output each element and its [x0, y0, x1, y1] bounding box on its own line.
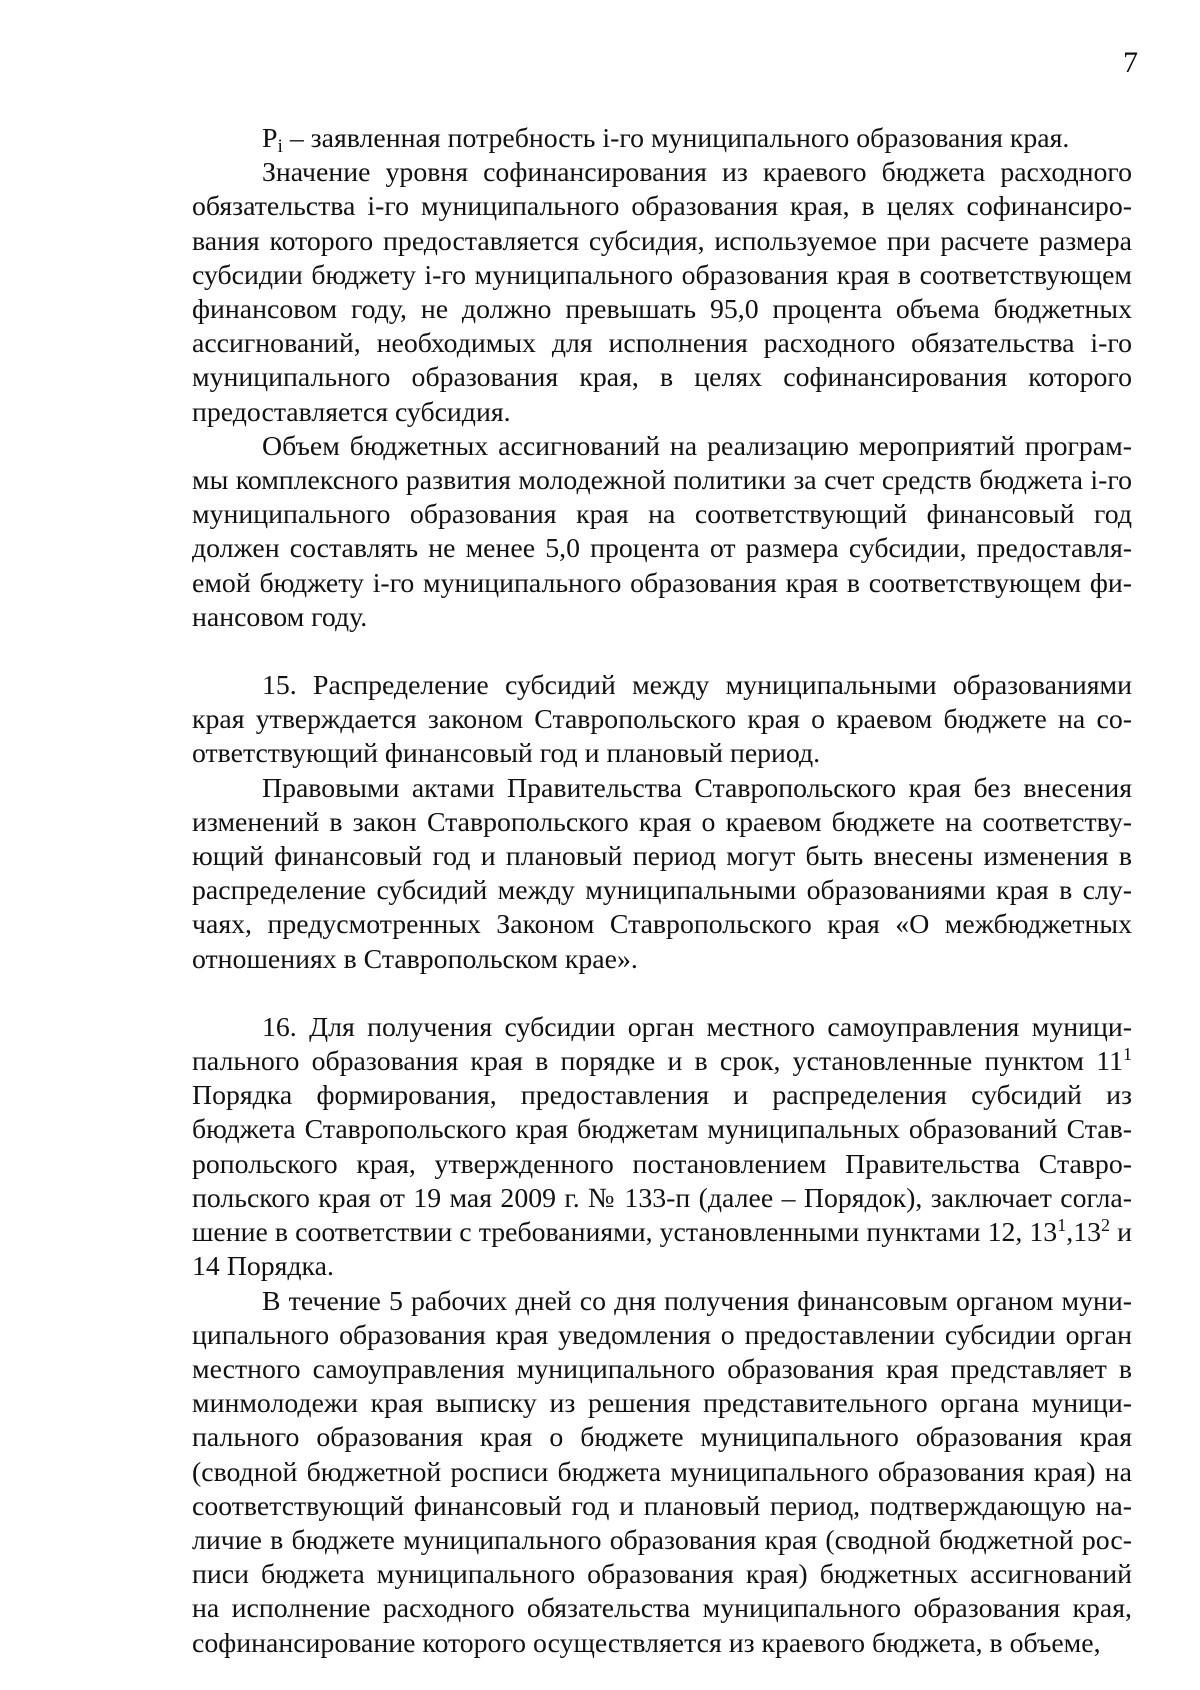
item-16-paragraph [192, 1011, 1132, 1285]
within-5-days-paragraph: В течение 5 рабочих дней со дня получения финансовым органом муниципального образования края уведомления о предоставлении субсидии орган местного самоуправления муниципального образования края представляет в минмолодежи края выписку из решения представительного органа муниципального образования края о бюджете муниципального образования края (сводной бюджетной росписи бюджета муниципального образования края) на соответствующий финансовый год и плановый период, подтверждающую наличие в бюджете муниципального образования края (сводной бюджетной росписи бюджета муниципального образования края) бюджетных ассигнований на исполнение расходного обязательства муниципального образования края, софинансирование которого осуществляется из краевого бюджета, в объеме, [192, 1285, 1132, 1659]
item-16-text-part-4: и 14 Порядка. [192, 1217, 1132, 1283]
legal-acts-paragraph: Правовыми актами Правительства Ставропольского края без внесения изменений в закон Ставропольского края о краевом бюджете на соответствующий финансовый год и плановый период могут быть внесены изменения в распределение субсидий между муниципальными образованиями края в случаях, предусмотренных Законом Ставропольского края «О межбюджетных отношениях в Ставропольском крае». [192, 772, 1132, 975]
cofinancing-level-paragraph: Значение уровня софинансирования из краевого бюджета расходного обязательства i-го муниципального образования края, в целях софинансирования которого предоставляется субсидия, используемое при расчете размера субсидии бюджету i-го муниципального образования края в соответствующем финансовом году, не должно превышать 95,0 процента объема бюджетных ассигнований, необходимых для исполнения расходного обязательства i-го муниципального образования края, в целях софинансирования которого предоставляется субсидия. [192, 157, 1132, 428]
item-16-text-part-2: Порядка формирования, предоставления и распределения субсидий из бюджета Ставропольского края бюджетам муниципальных образований Ставропольского края, утвержденного постановлением Правительства Ставропольского края от 19 мая 2009 г. № 133-п (далее – Порядок), заключает соглашение в соответствии с требованиями, установленными пунктами 12, 13 [192, 1080, 1132, 1249]
item-16-text-part-1: 16. Для получения субсидии орган местного самоуправления муниципального образования края в порядке и в срок, установленные пунктом 11 [192, 1011, 1132, 1078]
formula-definition-paragraph [192, 122, 1132, 156]
document-body [192, 122, 1132, 1661]
page-number: 7 [1123, 46, 1138, 79]
item-16-superscript-1: 1 [1122, 1044, 1132, 1065]
formula-subscript: i [277, 135, 283, 157]
budget-volume-paragraph: Объем бюджетных ассигнований на реализацию мероприятий программы комплексного развития молодежной политики за счет средств бюджета i-го муниципального образования края на соответствующий финансовый год должен составлять не менее 5,0 процента от размера субсидии, предоставляемой бюджету i-го муниципального образования края в соответствующем финансовом году. [192, 430, 1132, 633]
item-16-text-part-3: ,13 [1066, 1217, 1101, 1249]
formula-definition-text: – заявленная потребность i-го муниципального образования края. [282, 123, 1070, 154]
item-15-paragraph: 15. Распределение субсидий между муниципальными образованиями края утверждается законом Ставропольского края о краевом бюджете на соответствующий финансовый год и плановый период. [192, 670, 1132, 770]
item-16-superscript-3: 2 [1101, 1215, 1111, 1236]
formula-symbol: P [262, 123, 278, 154]
item-16-superscript-2: 1 [1057, 1215, 1067, 1236]
